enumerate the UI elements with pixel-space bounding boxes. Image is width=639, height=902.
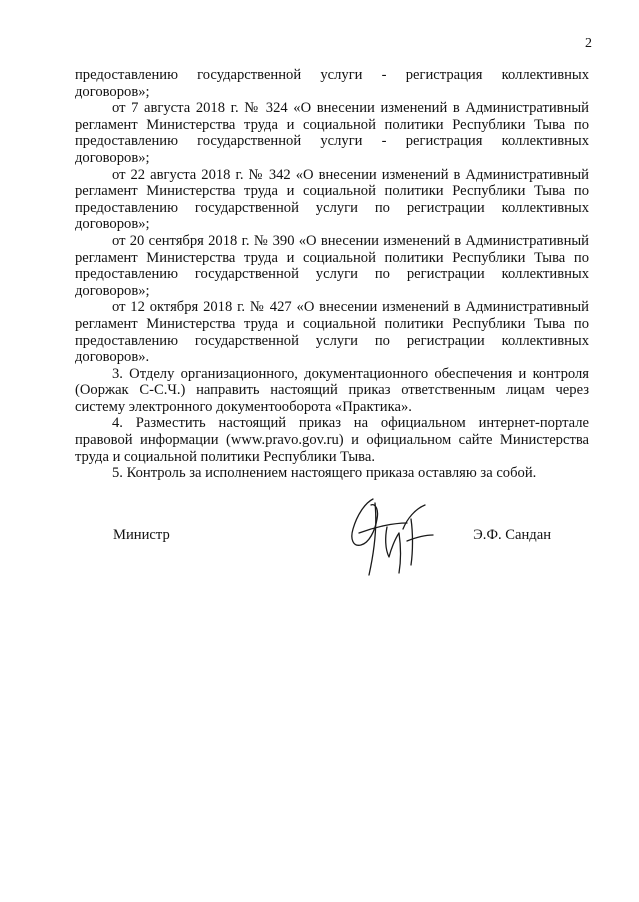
page-number: 2 — [585, 36, 592, 51]
paragraph-item-3: 3. Отделу организационного, документационного обеспечения и контроля (Ооржак С-С.Ч.) направить настоящий приказ ответственным лицам через систему электронного документооборота «Практика». — [75, 365, 589, 415]
paragraph-order-324: от 7 августа 2018 г. № 324 «О внесении изменений в Административный регламент Министерства труда и социальной политики Республики Тыва по предоставлению государственной услуги - регистрация коллективных договоров»; — [75, 100, 589, 166]
signatory-title: Министр — [113, 527, 170, 543]
paragraph-order-390: от 20 сентября 2018 г. № 390 «О внесении изменений в Административный регламент Министерства труда и социальной политики Республики Тыва по предоставлению государственной услуги по регистрации коллективных договоров»; — [75, 232, 589, 299]
signatory-name: Э.Ф. Сандан — [473, 527, 551, 543]
handwritten-signature-icon — [335, 493, 445, 583]
paragraph-item-4: 4. Разместить настоящий приказ на официальном интернет-портале правовой информации (www.pravo.gov.ru) и официальном сайте Министерства труда и социальной политики Республики Тыва. — [75, 415, 589, 465]
paragraph-item-5: 5. Контроль за исполнением настоящего приказа оставляю за собой. — [112, 465, 537, 482]
paragraph-order-342: от 22 августа 2018 г. № 342 «О внесении изменений в Административный регламент Министерства труда и социальной политики Республики Тыва по предоставлению государственной услуги по регистрации коллективных договоров»; — [75, 166, 589, 233]
top-scan-mark — [0, 0, 639, 4]
signature-row — [75, 527, 589, 547]
document-body — [75, 67, 589, 482]
paragraph-continuation: предоставлению государственной услуги - регистрация коллективных договоров»; — [75, 67, 589, 100]
paragraph-order-427: от 12 октября 2018 г. № 427 «О внесении изменений в Административный регламент Министерства труда и социальной политики Республики Тыва по предоставлению государственной услуги по регистрации коллективных договоров». — [75, 299, 589, 366]
